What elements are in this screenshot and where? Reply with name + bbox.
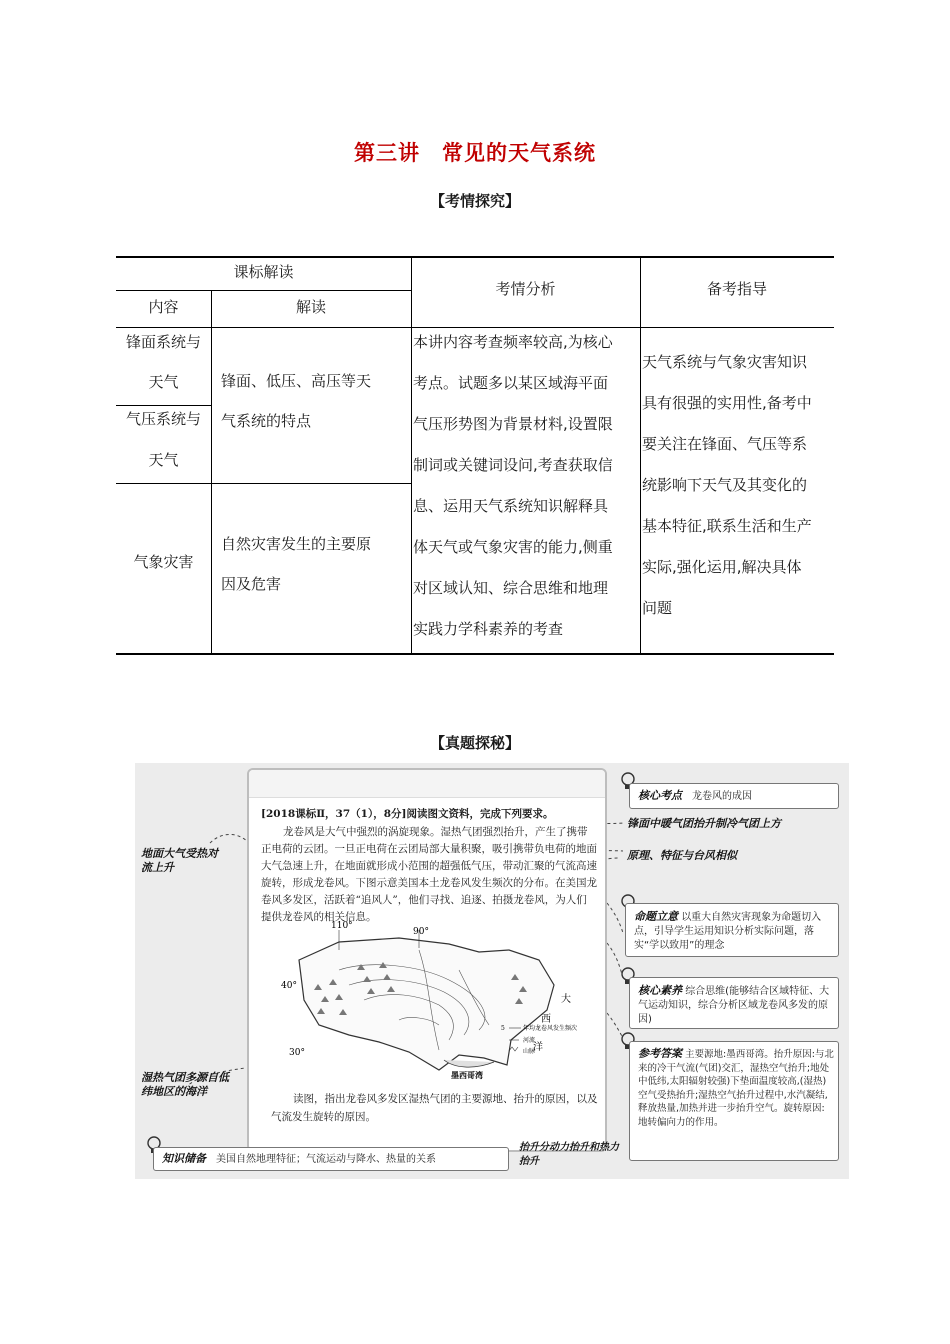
exam-source-tag: [2018课标Ⅱ，37（1），8分]阅读图文资料，完成下列要求。 [261,808,554,820]
prep-guidance-line: 具有很强的实用性,备考中 [642,394,812,412]
header-interpretation: 解读 [295,298,326,316]
answer-body: 主要源地:墨西哥湾。抬升原因:与北来的冷干气流(气团)交汇，湿热空气抬升;地处中低纬,太阳辐射较强)下垫面温度较高,(湿热)空气受热抬升;湿热空气抬升过程中,水汽凝结,释放热量,加热并进一步抬升空气。旋转原因:地转偏向力的作用。 [638,1049,834,1128]
legend-river: 河流 [523,1037,536,1044]
exam-question-card [247,768,607,1152]
annotated-exam-figure [135,763,849,1179]
exam-analysis-line: 对区域认知、综合思维和地理 [413,579,609,597]
key-point-text: 龙卷风的成因 [692,791,752,802]
map-label-gulf: 墨西哥湾 [451,1070,483,1080]
row1-content-line2: 天气 [148,373,179,391]
map-label-40: 40° [281,981,297,991]
knowledge-text: 美国自然地理特征；气流运动与降水、热量的关系 [216,1154,436,1165]
map-label-xi: 西 [541,1014,551,1025]
exam-analysis-line: 考点。试题多以某区域海平面 [413,374,609,392]
prep-guidance-line: 实际,强化运用,解决具体 [642,558,802,576]
answer-box [629,1041,839,1161]
exam-analysis-line: 制词或关键词设问,考查获取信 [413,456,613,474]
map-label-90: 90° [413,927,429,937]
intent-body: 以重大自然灾害现象为命题切入点，引导学生运用知识分析实际问题，落实“学以致用”的理念 [634,912,822,951]
map-label-110: 110° [331,921,353,931]
answer-label: 参考答案 [638,1047,682,1060]
header-prep-guidance: 备考指导 [706,280,767,298]
section-heading-real-exam: 【真题探秘】 [429,734,520,752]
row12-interpretation-line1: 锋面、低压、高压等天 [221,372,372,390]
prep-guidance-line: 统影响下天气及其变化的 [642,476,808,494]
reading-passage: 龙卷风是大气中强烈的涡旋现象。湿热气团强烈抬升，产生了携带正电荷的云团。一旦正电荷在云团局部大量积聚，吸引携带负电荷的地面大气急速上升，在地面就形成小范围的超强低气压，带动汇聚的气流高速旋转，形成龙卷风。下图示意美国本土龙卷风发生频次的分布。在美国龙卷风多发区，活跃着“追风人”，他们寻找、追逐、拍摄龙卷风，为人们提供龙卷风的相关信息。 [261,826,597,923]
row1-content-line1: 锋面系统与 [125,333,201,351]
header-kebiao-jiedu: 课标解读 [233,263,294,281]
us-tornado-map [279,921,579,1080]
key-point-box [629,783,839,809]
exam-analysis-line: 实践力学科素养的考查 [413,620,564,638]
row3-interpretation-line1: 自然灾害发生的主要原 [221,535,372,553]
row3-content: 气象灾害 [133,553,194,571]
page-title: 第三讲 常见的天气系统 [354,141,596,165]
core-literacy-text [638,984,834,1027]
header-exam-analysis: 考情分析 [495,280,556,298]
map-label-da: 大 [561,994,571,1005]
exam-analysis-line: 本讲内容考查频率较高,为核心 [413,333,613,351]
key-point-label: 核心考点 [638,789,682,802]
knowledge-box [153,1147,509,1171]
note-warm-front: 锋面中暖气团抬升制冷气团上方 [627,817,781,830]
prep-guidance-line: 问题 [642,599,673,617]
answer-text [638,1047,834,1129]
prep-guidance-line: 要关注在锋面、气压等系 [642,435,808,453]
note-similar-typhoon: 原理、特征与台风相似 [627,849,737,862]
left-note-surface-convection: 地面大气受热对流上升 [141,847,218,874]
question-text: 读图，指出龙卷风多发区湿热气团的主要源地、抬升的原因，以及气流发生旋转的原因。 [271,1093,598,1123]
intent-text [634,910,834,953]
exam-analysis-table [116,256,834,654]
exam-analysis-line: 息、运用天气系统知识解释具 [413,497,609,515]
core-literacy-label: 核心素养 [638,984,682,997]
map-label-yang: 洋 [533,1042,543,1053]
row3-interpretation-line2: 因及危害 [221,575,282,593]
row12-interpretation-line2: 气系统的特点 [221,412,312,430]
prep-guidance-line: 基本特征,联系生活和生产 [642,517,812,535]
prep-guidance-line: 天气系统与气象灾害知识 [642,353,808,371]
section-heading-exam-analysis: 【考情探究】 [429,192,520,210]
note-lifting-types: 抬升分动力抬升和热力抬升 [519,1142,619,1167]
exam-analysis-line: 气压形势图为背景材料,设置限 [413,415,613,433]
header-content: 内容 [148,298,179,316]
core-literacy-box [629,977,839,1029]
map-label-30: 30° [289,1048,305,1058]
knowledge-label: 知识储备 [162,1152,206,1165]
legend-contour-value: 5 [501,1025,505,1032]
legend-mountain: 山脉 [523,1048,536,1055]
core-literacy-body: 综合思维(能够结合区域特征、大气运动知识，综合分析区域龙卷风多发的原因) [638,986,830,1025]
intent-label: 命题立意 [634,910,678,923]
row2-content-line2: 天气 [148,451,179,469]
exam-analysis-line: 体天气或气象灾害的能力,侧重 [413,538,613,556]
left-note-air-mass-source: 湿热气团多源自低纬地区的海洋 [141,1071,229,1098]
intent-box [625,903,839,957]
row2-content-line1: 气压系统与 [125,410,201,428]
legend-frequency: 年均龙卷风发生频次 [523,1025,578,1032]
